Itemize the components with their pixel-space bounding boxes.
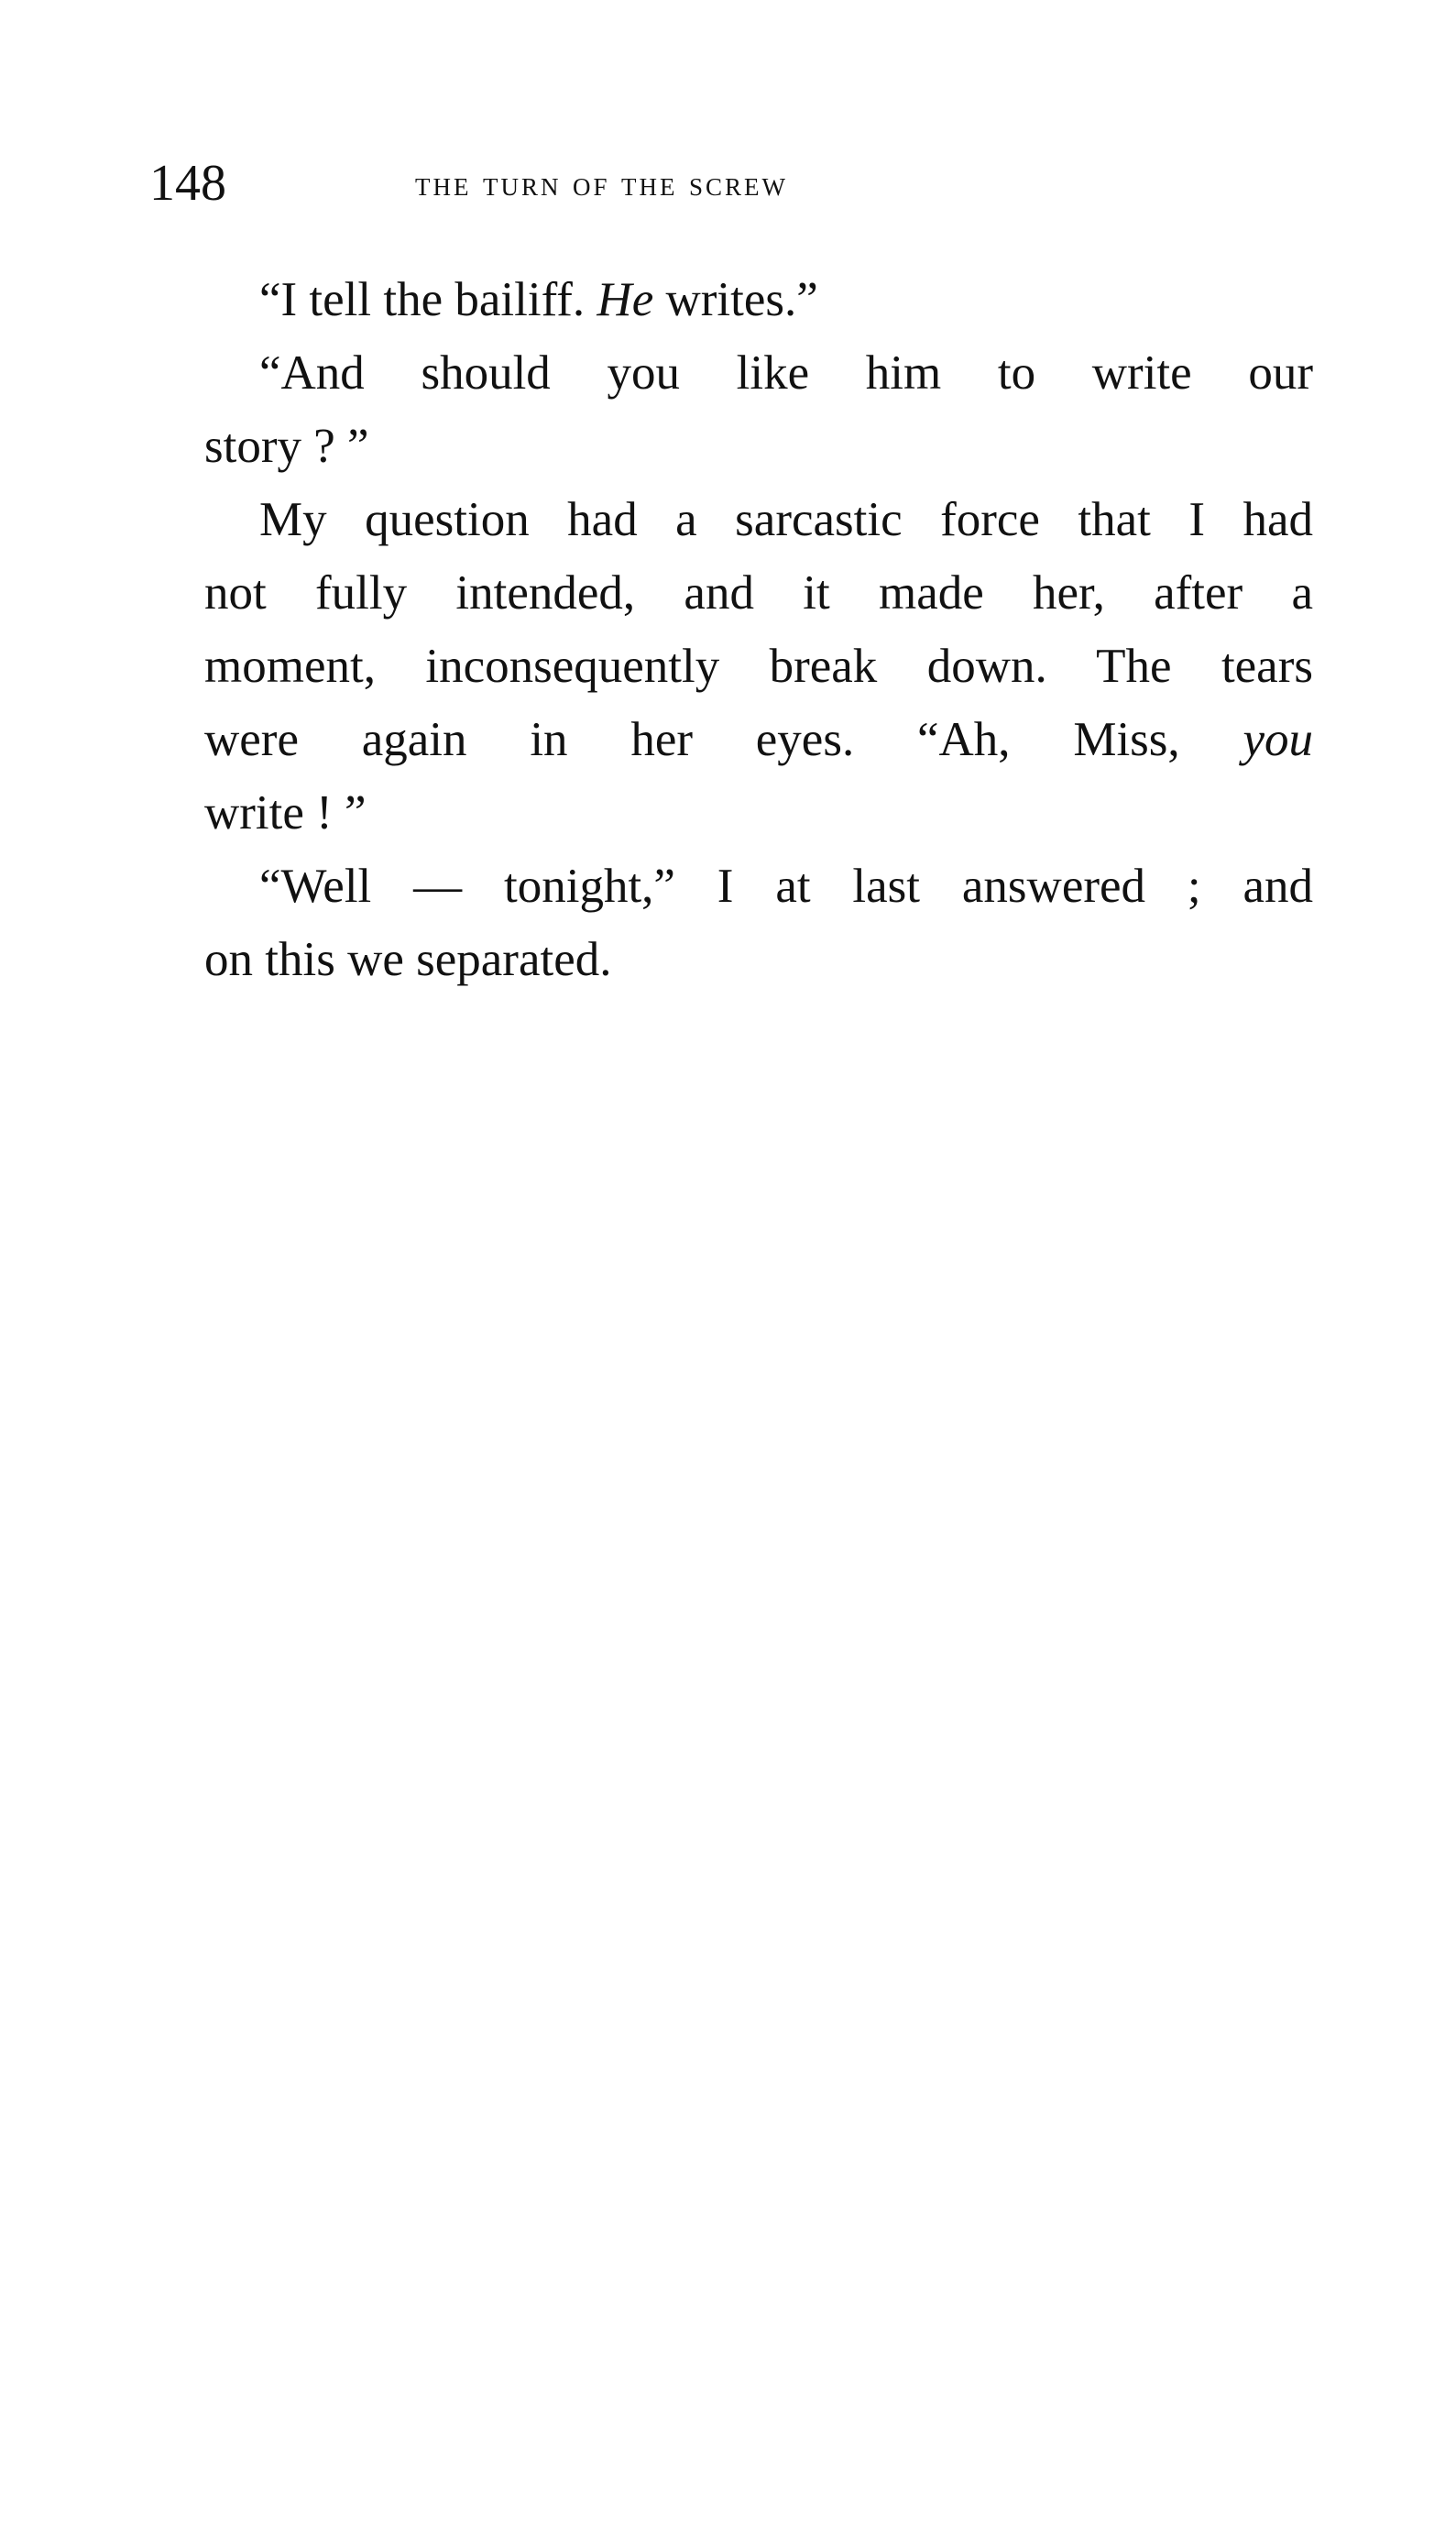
text-line: moment, inconsequently break down. The tears	[204, 640, 1313, 693]
text-line	[149, 703, 1313, 776]
paragraph	[149, 850, 1313, 996]
text-line: story ? ”	[204, 420, 369, 473]
paragraph	[149, 263, 1313, 336]
paragraph	[149, 336, 1313, 483]
text-line: My question had a sarcastic force that I had	[259, 493, 1313, 546]
text-run: writes.”	[653, 273, 818, 326]
body-text	[149, 263, 1313, 996]
italic-text: you	[1243, 713, 1313, 766]
text-line: not fully intended, and it made her, after a	[204, 566, 1313, 620]
text-line: write ! ”	[204, 786, 367, 840]
text-line: “Well — tonight,” I at last answered ; and	[259, 860, 1313, 913]
paragraph	[149, 483, 1313, 850]
text-line	[149, 263, 1313, 336]
text-line: on this we separated.	[204, 933, 612, 986]
running-title: the turn of the screw	[415, 165, 788, 203]
text-run: were again in her eyes. “Ah, Miss,	[204, 713, 1243, 766]
page-number: 148	[149, 155, 226, 212]
italic-text: He	[597, 273, 654, 326]
running-head	[149, 151, 1322, 215]
text-line: “And should you like him to write our	[259, 346, 1313, 400]
text-run: “I tell the bailiff.	[259, 273, 597, 326]
